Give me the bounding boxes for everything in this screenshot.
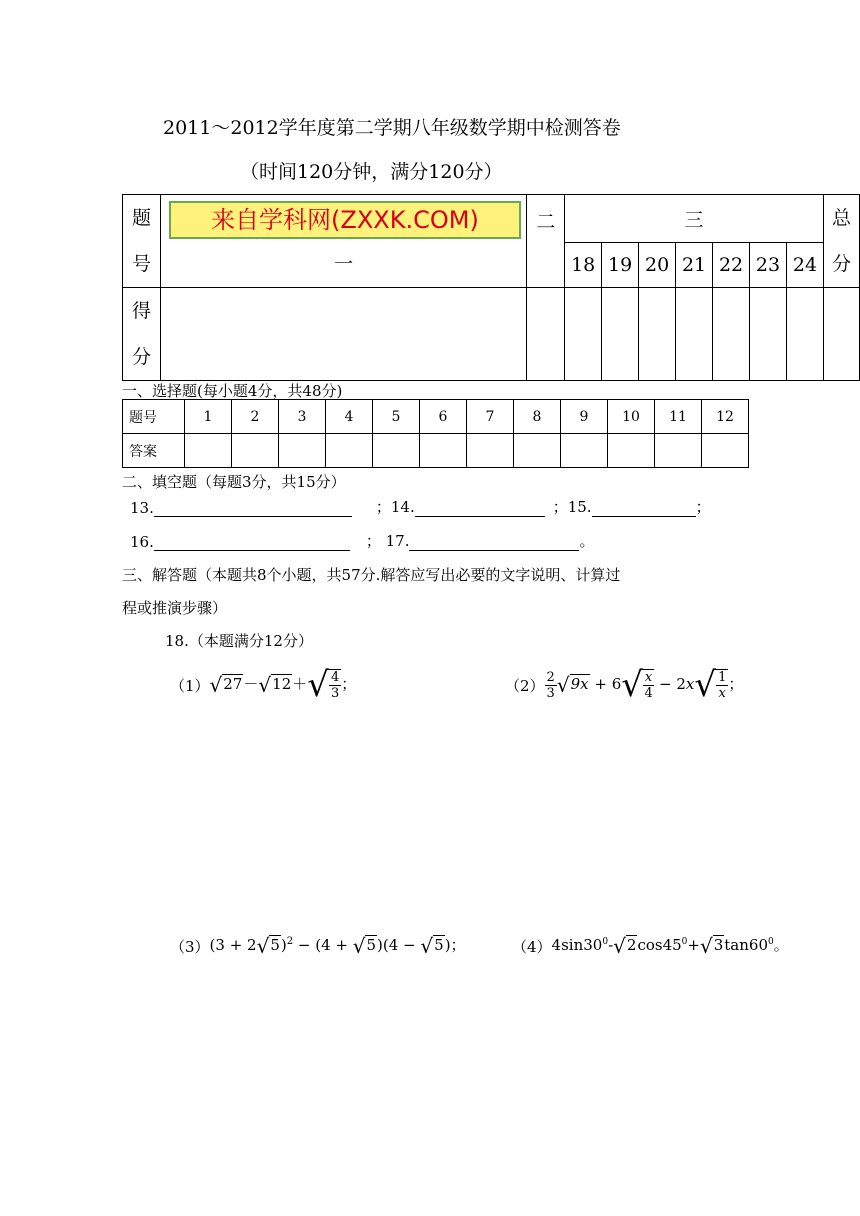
- q14-label: ；14.: [375, 498, 415, 516]
- q17-end: 。: [579, 532, 595, 550]
- mc-answer-cell[interactable]: [655, 434, 702, 468]
- mc-answer-cell[interactable]: [232, 434, 279, 468]
- q17-answer-line[interactable]: [409, 534, 579, 551]
- section-one-label: 一: [334, 253, 354, 275]
- score-table: [122, 194, 860, 381]
- question-18-heading: 18.（本题满分12分）: [165, 632, 313, 650]
- question-number-cell: 18: [565, 242, 602, 288]
- mc-header-label: 题号: [123, 400, 185, 434]
- mc-answer-cell[interactable]: [373, 434, 420, 468]
- q13-answer-line[interactable]: [154, 500, 352, 517]
- watermark-logo: 来自学科网(ZXXK.COM): [169, 201, 521, 239]
- mc-number: 5: [373, 400, 420, 434]
- page-title: 2011～2012学年度第二学期八年级数学期中检测答卷: [163, 117, 621, 139]
- mc-answer-cell[interactable]: [702, 434, 749, 468]
- score-cell[interactable]: [713, 288, 750, 381]
- mc-answer-cell[interactable]: [514, 434, 561, 468]
- mc-number: 11: [655, 400, 702, 434]
- mc-answer-cell[interactable]: [185, 434, 232, 468]
- score-cell[interactable]: [565, 288, 602, 381]
- mc-number: 10: [608, 400, 655, 434]
- mc-number: 8: [514, 400, 561, 434]
- score-cell[interactable]: [527, 288, 565, 381]
- question-number-cell: 21: [676, 242, 713, 288]
- problem-2: [505, 665, 744, 705]
- section-three-heading-line1: 三、解答题（本题共8个小题，共57分.解答应写出必要的文字说明、计算过: [122, 566, 621, 584]
- mc-number: 4: [326, 400, 373, 434]
- q13-label: 13.: [130, 499, 154, 517]
- mc-answer-cell[interactable]: [467, 434, 514, 468]
- problem-1: [170, 665, 357, 705]
- question-number-cell: 22: [713, 242, 750, 288]
- score-cell[interactable]: [786, 288, 823, 381]
- problem-1-expression: √27－√12＋√ $\frac{4}{3}$ ；: [209, 665, 357, 705]
- mc-answer-label: 答案: [123, 434, 185, 468]
- question-number-cell: 19: [602, 242, 639, 288]
- mc-number: 1: [185, 400, 232, 434]
- problem-3-expression: $(3 + 2√5)^2 - (4 + √5)(4 - √5)$；: [209, 934, 466, 958]
- section-two-header: 二: [527, 195, 565, 288]
- page-subtitle: （时间120分钟，满分120分）: [240, 161, 503, 183]
- problem-2-expression: $\frac{2}{3}$ √9x + 6√ $\frac{x}{4}$ − 2x√ $\frac{1}{x}$ ；: [546, 665, 744, 705]
- mc-number: 3: [279, 400, 326, 434]
- section-one-header: [160, 195, 526, 288]
- q15-label: ；15.: [552, 498, 592, 516]
- mc-answer-cell[interactable]: [420, 434, 467, 468]
- q16-answer-line[interactable]: [154, 534, 350, 551]
- mc-answer-cell[interactable]: [326, 434, 373, 468]
- multiple-choice-table: [122, 399, 749, 468]
- score-cell[interactable]: [676, 288, 713, 381]
- total-header: 总 分: [823, 195, 859, 288]
- mc-answer-cell[interactable]: [279, 434, 326, 468]
- q15-answer-line[interactable]: [592, 500, 696, 517]
- score-table-header-label: 题 号: [123, 195, 161, 288]
- problem-4-expression: $4\sin 30^0-√2\cos 45^0+√3\tan 60^0$。: [551, 934, 789, 958]
- q17-label: ； 17.: [365, 532, 410, 550]
- mc-number: 7: [467, 400, 514, 434]
- score-row-label: 得 分: [123, 288, 161, 381]
- problem-4-label: （4）: [512, 937, 552, 956]
- fill-row-1: [130, 496, 711, 517]
- mc-number: 9: [561, 400, 608, 434]
- mc-number: 2: [232, 400, 279, 434]
- section-three-header: 三: [565, 195, 824, 243]
- mc-number: 6: [420, 400, 467, 434]
- score-cell[interactable]: [160, 288, 526, 381]
- score-cell[interactable]: [823, 288, 859, 381]
- problem-3-label: （3）: [170, 937, 210, 956]
- q16-label: 16.: [130, 533, 154, 551]
- mc-answer-cell[interactable]: [561, 434, 608, 468]
- score-cell[interactable]: [750, 288, 787, 381]
- score-cell[interactable]: [602, 288, 639, 381]
- q15-end: ；: [695, 498, 711, 516]
- section-two-heading: 二、填空题（每题3分，共15分）: [122, 473, 346, 491]
- question-number-cell: 23: [750, 242, 787, 288]
- mc-answer-cell[interactable]: [608, 434, 655, 468]
- question-number-cell: 20: [639, 242, 676, 288]
- problem-4: [512, 934, 789, 958]
- problem-2-label: （2）: [505, 676, 545, 695]
- mc-number: 12: [702, 400, 749, 434]
- q14-answer-line[interactable]: [415, 500, 545, 517]
- question-number-cell: 24: [786, 242, 823, 288]
- problem-1-label: （1）: [170, 676, 210, 695]
- section-three-heading-line2: 程或推演步骤）: [122, 599, 228, 617]
- problem-3: [170, 934, 466, 958]
- fill-row-2: [130, 530, 595, 551]
- score-cell[interactable]: [639, 288, 676, 381]
- section-one-heading: 一、选择题(每小题4分，共48分): [122, 382, 343, 400]
